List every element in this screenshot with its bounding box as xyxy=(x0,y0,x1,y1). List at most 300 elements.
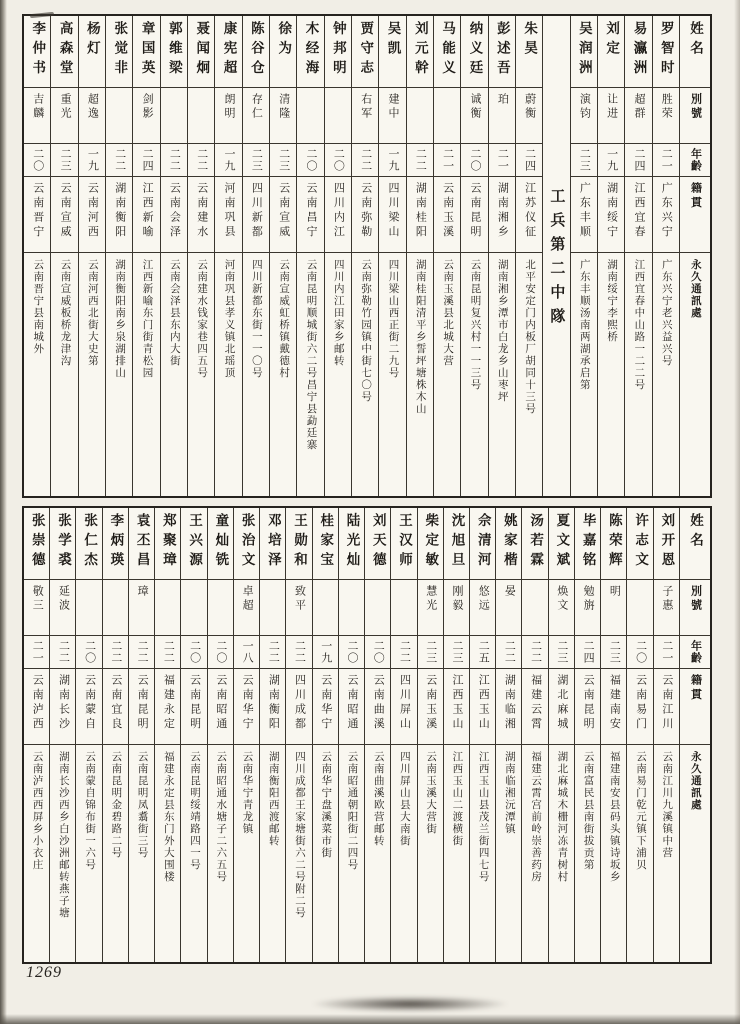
person-age-cell xyxy=(601,636,626,669)
header-alias-cell xyxy=(680,580,710,636)
person-alias: 卓超 xyxy=(241,585,254,613)
person-native-place-cell xyxy=(627,669,652,745)
person-name: 沈旭旦 xyxy=(449,513,465,572)
person-age-cell xyxy=(434,144,460,177)
person-native-place-cell xyxy=(79,177,105,253)
roster-entry-column xyxy=(180,508,206,962)
header-label-address: 永久通訊處 xyxy=(689,751,701,811)
person-alias: 致平 xyxy=(293,585,306,613)
person-native-place: 云南昆明 xyxy=(188,674,201,732)
person-age-cell xyxy=(379,144,405,177)
person-age: 二四 xyxy=(141,148,154,172)
person-name-cell xyxy=(325,16,351,88)
scan-edge-right xyxy=(734,0,740,1024)
person-alias-cell xyxy=(234,580,259,636)
person-name-cell xyxy=(391,508,416,580)
person-address: 四川新都东街一一〇号 xyxy=(250,259,262,379)
person-name: 钟邦明 xyxy=(330,21,346,80)
person-address: 云南昆明顺城街六二号昌宁县勐廷寨 xyxy=(305,259,317,451)
person-address: 江西新喻东门街青松园 xyxy=(141,259,153,379)
person-address-cell xyxy=(129,745,154,962)
person-alias-cell xyxy=(407,88,433,144)
person-name-cell xyxy=(79,16,105,88)
person-address-cell xyxy=(79,253,105,496)
roster-entry-column xyxy=(24,16,50,496)
scan-smudge xyxy=(310,996,510,1012)
person-address-cell xyxy=(627,745,652,962)
person-name-cell xyxy=(313,508,338,580)
person-alias-cell xyxy=(522,580,547,636)
person-age-cell xyxy=(50,636,75,669)
person-native-place-cell xyxy=(106,177,132,253)
person-native-place-cell xyxy=(286,669,311,745)
roster-entry-column xyxy=(521,508,547,962)
person-age-cell xyxy=(234,636,259,669)
header-address-cell xyxy=(680,253,710,496)
person-name-cell xyxy=(522,508,547,580)
person-address-cell xyxy=(444,745,469,962)
person-age: 二四 xyxy=(523,148,536,172)
person-age: 二〇 xyxy=(214,640,227,664)
person-address: 湖北麻城木栅河冻青树村 xyxy=(556,751,568,883)
header-native-cell xyxy=(680,177,710,253)
person-alias-cell xyxy=(365,580,390,636)
person-age-cell xyxy=(188,144,214,177)
person-age-cell xyxy=(24,636,49,669)
person-address: 湖南衡阳西渡邮转 xyxy=(267,751,279,847)
person-address-cell xyxy=(625,253,651,496)
person-alias-cell xyxy=(79,88,105,144)
person-name-cell xyxy=(496,508,521,580)
person-alias-cell xyxy=(188,88,214,144)
person-alias-cell xyxy=(549,580,574,636)
column-headers xyxy=(679,508,710,962)
header-label-address: 永久通訊處 xyxy=(689,259,701,319)
person-age-cell xyxy=(161,144,187,177)
roster-entry-column xyxy=(364,508,390,962)
person-name-cell xyxy=(625,16,651,88)
person-native-place: 四川内江 xyxy=(332,182,345,240)
person-native-place-cell xyxy=(24,669,49,745)
column-headers xyxy=(679,16,710,496)
person-native-place: 福建南安 xyxy=(608,674,621,732)
person-age-cell xyxy=(575,636,600,669)
person-age: 二一 xyxy=(496,148,509,172)
person-native-place: 云南宜良 xyxy=(109,674,122,732)
person-native-place: 云南玉溪 xyxy=(441,182,454,240)
person-name-cell xyxy=(24,16,50,88)
person-age-cell xyxy=(391,636,416,669)
person-native-place-cell xyxy=(470,669,495,745)
person-name: 徐为 xyxy=(276,21,292,60)
person-address-cell xyxy=(24,745,49,962)
person-address: 北平安定门内板厂胡同十三号 xyxy=(524,259,536,415)
roster-entry-column xyxy=(78,16,105,496)
person-address: 云南昆明凤翥街三号 xyxy=(136,751,148,859)
person-native-place: 江西新喻 xyxy=(141,182,154,240)
person-address: 湖南衡阳南乡泉湖排山 xyxy=(114,259,126,379)
roster-entry-column xyxy=(128,508,154,962)
person-alias-cell xyxy=(625,88,651,144)
person-address-cell xyxy=(24,253,50,496)
person-address: 云南会泽县东内大街 xyxy=(168,259,180,367)
person-age: 二二 xyxy=(529,640,542,664)
page-number: 1269 xyxy=(26,964,62,981)
person-name-cell xyxy=(365,508,390,580)
roster-entry-column xyxy=(296,16,323,496)
person-native-place: 云南华宁 xyxy=(241,674,254,732)
person-address-cell xyxy=(352,253,378,496)
person-age: 二一 xyxy=(441,148,454,172)
person-native-place: 云南会泽 xyxy=(168,182,181,240)
roster-entry-column xyxy=(390,508,416,962)
person-age: 二〇 xyxy=(188,640,201,664)
person-native-place-cell xyxy=(313,669,338,745)
person-alias-cell xyxy=(76,580,101,636)
person-age: 二〇 xyxy=(372,640,385,664)
person-address-cell xyxy=(391,745,416,962)
person-age-cell xyxy=(51,144,77,177)
person-address-cell xyxy=(522,745,547,962)
person-name-cell xyxy=(598,16,624,88)
person-age-cell xyxy=(79,144,105,177)
person-alias-cell xyxy=(106,88,132,144)
person-native-place-cell xyxy=(496,669,521,745)
person-name: 杨灯 xyxy=(84,21,100,60)
person-name-cell xyxy=(575,508,600,580)
person-age: 一九 xyxy=(387,148,400,172)
person-address: 云南昭通水塘子二六五号 xyxy=(215,751,227,883)
person-age: 二二 xyxy=(267,640,280,664)
person-name-cell xyxy=(407,16,433,88)
person-name: 汤若霖 xyxy=(528,513,544,572)
person-native-place-cell xyxy=(297,177,323,253)
person-address-cell xyxy=(215,253,241,496)
roster-entry-column xyxy=(597,16,624,496)
person-alias: 清隆 xyxy=(277,93,290,121)
person-name-cell xyxy=(103,508,128,580)
person-name-cell xyxy=(571,16,597,88)
person-age: 二三 xyxy=(250,148,263,172)
person-age: 二二 xyxy=(359,148,372,172)
person-name-cell xyxy=(297,16,323,88)
person-age: 二一 xyxy=(660,148,673,172)
person-address-cell xyxy=(516,253,542,496)
person-age-cell xyxy=(313,636,338,669)
person-native-place: 四川屏山 xyxy=(398,674,411,732)
person-address: 云南河西北街大史第 xyxy=(86,259,98,367)
header-name-cell xyxy=(680,16,710,88)
person-name: 张崇德 xyxy=(29,513,45,572)
person-age: 二三 xyxy=(277,148,290,172)
person-alias: 延波 xyxy=(57,585,70,613)
person-age-cell xyxy=(653,144,679,177)
person-native-place-cell xyxy=(418,669,443,745)
person-native-place: 云南弥勒 xyxy=(359,182,372,240)
person-alias-cell xyxy=(325,88,351,144)
roster-entry-column xyxy=(338,508,364,962)
person-address-cell xyxy=(155,745,180,962)
person-address-cell xyxy=(489,253,515,496)
roster-entry-column xyxy=(207,508,233,962)
person-age: 二三 xyxy=(59,148,72,172)
person-age-cell xyxy=(627,636,652,669)
person-native-place: 湖南绥宁 xyxy=(605,182,618,240)
person-address-cell xyxy=(601,745,626,962)
person-native-place: 湖南衡阳 xyxy=(267,674,280,732)
person-age: 二〇 xyxy=(346,640,359,664)
person-native-place: 云南晋宁 xyxy=(31,182,44,240)
person-alias: 存仁 xyxy=(250,93,263,121)
person-native-place-cell xyxy=(260,669,285,745)
person-native-place: 云南建水 xyxy=(195,182,208,240)
person-native-place: 福建云霄 xyxy=(529,674,542,732)
person-alias-cell xyxy=(297,88,323,144)
unit-designation-label: 工兵第二中隊 xyxy=(548,188,565,332)
person-age-cell xyxy=(470,636,495,669)
person-name: 姚家楷 xyxy=(501,513,517,572)
person-age: 二一 xyxy=(31,640,44,664)
roster-table-top xyxy=(22,14,712,498)
person-native-place: 云南蒙自 xyxy=(83,674,96,732)
person-address-cell xyxy=(549,745,574,962)
person-native-place-cell xyxy=(365,669,390,745)
person-name: 郑聚璋 xyxy=(160,513,176,572)
person-address: 云南昆明金碧路二号 xyxy=(110,751,122,859)
person-address-cell xyxy=(379,253,405,496)
person-native-place-cell xyxy=(129,669,154,745)
person-name-cell xyxy=(339,508,364,580)
person-age: 一八 xyxy=(241,640,254,664)
person-address: 云南玉溪县北城大营 xyxy=(442,259,454,367)
person-name-cell xyxy=(260,508,285,580)
person-name: 罗智时 xyxy=(658,21,674,80)
person-native-place: 云南昭通 xyxy=(214,674,227,732)
person-alias-cell xyxy=(50,580,75,636)
person-native-place-cell xyxy=(208,669,233,745)
person-alias-cell xyxy=(653,88,679,144)
roster-entry-column xyxy=(624,16,651,496)
person-native-place: 广东丰顺 xyxy=(578,182,591,240)
person-name: 刘开恩 xyxy=(659,513,675,572)
person-native-place-cell xyxy=(325,177,351,253)
person-age-cell xyxy=(625,144,651,177)
person-address-cell xyxy=(313,745,338,962)
person-name-cell xyxy=(76,508,101,580)
person-name: 马能义 xyxy=(440,21,456,80)
person-name: 陈荣辉 xyxy=(606,513,622,572)
person-age: 二三 xyxy=(578,148,591,172)
person-alias-cell xyxy=(627,580,652,636)
person-native-place-cell xyxy=(461,177,487,253)
roster-entry-column xyxy=(242,16,269,496)
header-alias-cell xyxy=(680,88,710,144)
person-address: 云南宣威板桥龙津沟 xyxy=(59,259,71,367)
person-address-cell xyxy=(286,745,311,962)
person-alias: 璋 xyxy=(136,585,149,599)
person-native-place: 四川新都 xyxy=(250,182,263,240)
person-name: 李仲书 xyxy=(30,21,46,80)
roster-entry-column xyxy=(351,16,378,496)
person-address: 云南华宁盘溪菜市街 xyxy=(320,751,332,859)
person-native-place: 云南昆明 xyxy=(582,674,595,732)
person-native-place: 湖南临湘 xyxy=(503,674,516,732)
person-alias: 胜荣 xyxy=(660,93,673,121)
person-alias-cell xyxy=(103,580,128,636)
person-alias-cell xyxy=(181,580,206,636)
person-age: 二二 xyxy=(398,640,411,664)
person-alias: 超群 xyxy=(632,93,645,121)
roster-entry-column xyxy=(233,508,259,962)
person-name: 纳义廷 xyxy=(467,21,483,80)
person-name-cell xyxy=(654,508,679,580)
person-name: 高森堂 xyxy=(57,21,73,80)
person-address-cell xyxy=(461,253,487,496)
person-name-cell xyxy=(243,16,269,88)
person-address: 云南建水钱家巷四五号 xyxy=(196,259,208,379)
roster-entry-column xyxy=(460,16,487,496)
person-alias: 吉麟 xyxy=(31,93,44,121)
person-name-cell xyxy=(461,16,487,88)
person-age: 二〇 xyxy=(634,640,647,664)
person-name: 陈谷仓 xyxy=(248,21,264,80)
person-alias: 子惠 xyxy=(660,585,673,613)
person-native-place: 云南曲溪 xyxy=(372,674,385,732)
header-age-cell xyxy=(680,144,710,177)
person-age-cell xyxy=(654,636,679,669)
person-alias-cell xyxy=(155,580,180,636)
person-name: 王汉师 xyxy=(396,513,412,572)
person-age-cell xyxy=(516,144,542,177)
person-name: 聂闻炯 xyxy=(194,21,210,80)
person-age-cell xyxy=(325,144,351,177)
roster-entry-column xyxy=(49,508,75,962)
person-address-cell xyxy=(470,745,495,962)
person-alias-cell xyxy=(418,580,443,636)
person-address: 云南富民县南街拔贡第 xyxy=(582,751,594,871)
roster-entry-column xyxy=(548,508,574,962)
person-name-cell xyxy=(601,508,626,580)
person-alias-cell xyxy=(434,88,460,144)
person-name-cell xyxy=(24,508,49,580)
person-native-place-cell xyxy=(24,177,50,253)
person-native-place-cell xyxy=(407,177,433,253)
person-native-place-cell xyxy=(243,177,269,253)
person-alias-cell xyxy=(286,580,311,636)
person-native-place: 云南河西 xyxy=(86,182,99,240)
person-alias-cell xyxy=(339,580,364,636)
person-native-place: 广东兴宁 xyxy=(660,182,673,240)
person-native-place-cell xyxy=(155,669,180,745)
scan-edge-bottom xyxy=(0,1014,740,1024)
person-age-cell xyxy=(103,636,128,669)
person-name: 刘元幹 xyxy=(412,21,428,80)
person-name: 袁丕昌 xyxy=(134,513,150,572)
person-native-place-cell xyxy=(103,669,128,745)
person-alias-cell xyxy=(575,580,600,636)
person-address: 云南泸西西屏乡小衣庄 xyxy=(31,751,43,871)
person-name: 张治文 xyxy=(239,513,255,572)
person-name-cell xyxy=(188,16,214,88)
person-native-place-cell xyxy=(434,177,460,253)
roster-entry-column xyxy=(75,508,101,962)
person-name-cell xyxy=(215,16,241,88)
person-address: 福建永定县东门外大围楼 xyxy=(162,751,174,883)
person-alias: 悠远 xyxy=(477,585,490,613)
person-alias-cell xyxy=(461,88,487,144)
person-age: 二三 xyxy=(608,640,621,664)
person-alias-cell xyxy=(571,88,597,144)
person-address: 云南曲溪欧营邮转 xyxy=(372,751,384,847)
person-name-cell xyxy=(286,508,311,580)
person-name: 章国英 xyxy=(139,21,155,80)
person-native-place: 江苏仪征 xyxy=(523,182,536,240)
person-address-cell xyxy=(654,745,679,962)
person-age: 二一 xyxy=(660,640,673,664)
scan-edge-left xyxy=(0,0,7,1024)
roster-entry-column xyxy=(417,508,443,962)
person-address-cell xyxy=(76,745,101,962)
person-alias-cell xyxy=(496,580,521,636)
person-age: 二〇 xyxy=(305,148,318,172)
person-alias: 珀 xyxy=(496,93,509,107)
person-age: 二三 xyxy=(424,640,437,664)
person-name-cell xyxy=(489,16,515,88)
person-native-place-cell xyxy=(234,669,259,745)
person-native-place-cell xyxy=(379,177,405,253)
roster-entry-column xyxy=(102,508,128,962)
person-native-place-cell xyxy=(215,177,241,253)
person-name-cell xyxy=(270,16,296,88)
person-native-place-cell xyxy=(571,177,597,253)
roster-entry-column xyxy=(187,16,214,496)
person-address: 云南昆明复兴村一一三号 xyxy=(469,259,481,391)
person-address-cell xyxy=(234,745,259,962)
person-address-cell xyxy=(51,253,77,496)
person-age-cell xyxy=(496,636,521,669)
person-age-cell xyxy=(352,144,378,177)
person-age: 二二 xyxy=(293,640,306,664)
person-native-place: 福建永定 xyxy=(162,674,175,732)
person-name: 张觉非 xyxy=(112,21,128,80)
person-name: 柴定敏 xyxy=(423,513,439,572)
person-address: 福建南安县码头镇诗坂乡 xyxy=(608,751,620,883)
roster-entry-column xyxy=(469,508,495,962)
roster-entry-column xyxy=(269,16,296,496)
person-native-place-cell xyxy=(51,177,77,253)
roster-entry-column xyxy=(132,16,159,496)
person-native-place: 云南宣威 xyxy=(59,182,72,240)
person-name-cell xyxy=(106,16,132,88)
person-name: 王勋和 xyxy=(292,513,308,572)
roster-table-bottom xyxy=(22,506,712,964)
person-native-place-cell xyxy=(516,177,542,253)
person-address: 云南弥勒竹园镇中街七〇号 xyxy=(360,259,372,403)
person-native-place-cell xyxy=(575,669,600,745)
person-native-place: 湖南湘乡 xyxy=(496,182,509,240)
person-name: 易瀛洲 xyxy=(631,21,647,80)
person-age-cell xyxy=(297,144,323,177)
person-age: 二二 xyxy=(57,640,70,664)
person-alias-cell xyxy=(129,580,154,636)
person-address: 云南宣威虹桥镇戴德村 xyxy=(278,259,290,379)
person-age-cell xyxy=(133,144,159,177)
person-age: 二三 xyxy=(450,640,463,664)
person-name-cell xyxy=(444,508,469,580)
person-address-cell xyxy=(161,253,187,496)
person-address-cell xyxy=(133,253,159,496)
person-name: 吴润洲 xyxy=(576,21,592,80)
